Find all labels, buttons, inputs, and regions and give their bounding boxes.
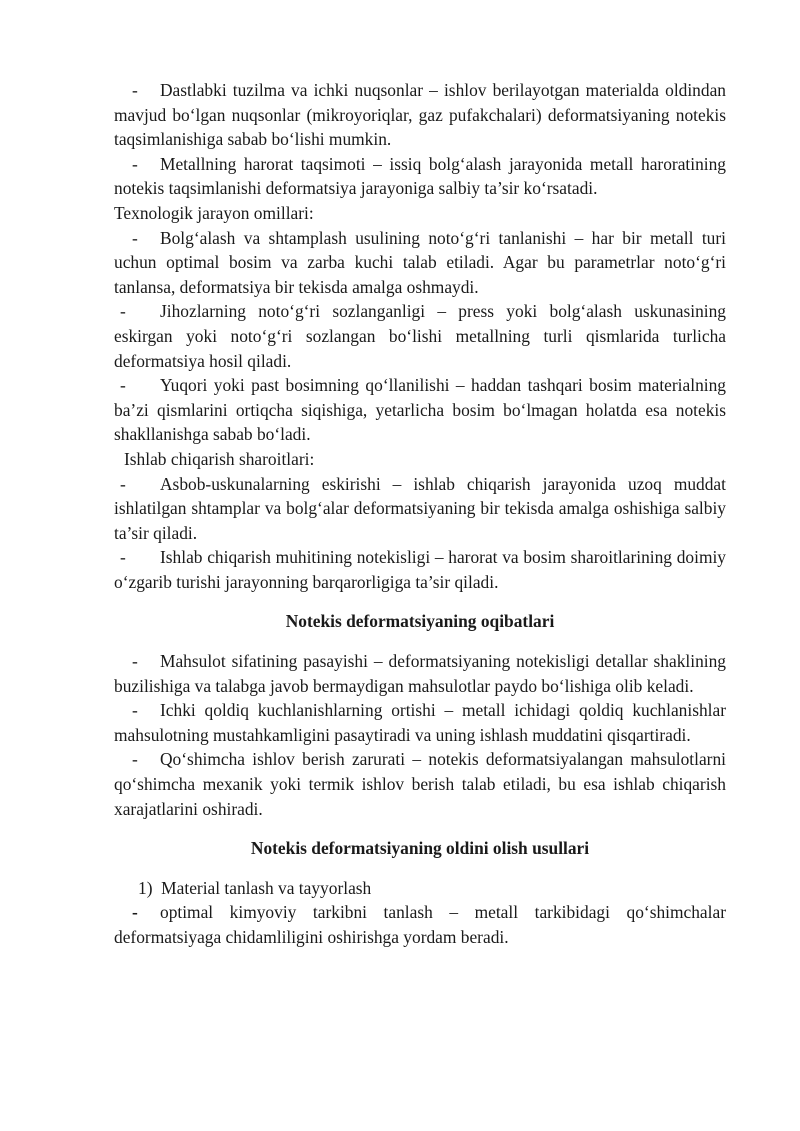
list-item <box>114 747 726 821</box>
list-dash: - <box>132 902 138 923</box>
list-item <box>114 299 726 373</box>
list-item-text: Asbob-uskunalarning eskirishi – ishlab chiqarish jarayonida uzoq muddat ishlatilgan shtamplar va bolg‘alar deformatsiyaning bir tekisda amalga oshishiga salbiy ta’sir qiladi. <box>114 473 726 543</box>
list-item-text: Yuqori yoki past bosimning qo‘llanilishi – haddan tashqari bosim materialning ba’zi qismlarini ortiqcha siqishiga, yetarlicha bosim bo‘lmagan holatda esa notekis shakllanishga sabab bo‘ladi. <box>114 375 726 445</box>
list-item <box>114 373 726 447</box>
list-item <box>114 226 726 300</box>
list-dash: - <box>132 153 138 174</box>
list-item-text: Dastlabki tuzilma va ichki nuqsonlar – ishlov berilayotgan materialda oldindan mavjud bo‘lgan nuqsonlar (mikroyoriqlar, gaz pufakchalari) deformatsiyaning notekis taqsimlanishiga sabab bo‘lishi mumkin. <box>114 80 726 150</box>
list-item-text: Jihozlarning noto‘g‘ri sozlanganligi – press yoki bolg‘alash uskunasining eskirgan yoki noto‘g‘ri sozlangan bo‘lishi metallning turli qismlarida turlicha deformatsiya hosil qiladi. <box>114 301 726 371</box>
list-item <box>114 545 726 594</box>
list-dash: - <box>132 80 138 100</box>
list-item <box>114 900 726 949</box>
list-item-text: Mahsulot sifatining pasayishi – deformatsiyaning notekisligi detallar shaklining buzilishiga va talabga javob bermaydigan mahsulotlar paydo bo‘lishiga olib keladi. <box>114 651 726 696</box>
subsection-title: Ishlab chiqarish sharoitlari: <box>124 448 315 469</box>
list-item-text: optimal kimyoviy tarkibni tanlash – metall tarkibidagi qo‘shimchalar deformatsiyaga chidamliligini oshirishga yordam beradi. <box>114 902 726 947</box>
list-dash: - <box>132 651 138 672</box>
list-item-text: Ichki qoldiq kuchlanishlarning ortishi – metall ichidagi qoldiq kuchlanishlar mahsulotning mustahkamligini pasaytiradi va uning ishlash muddatini qisqartiradi. <box>114 700 726 745</box>
list-item <box>114 649 726 698</box>
list-dash: - <box>132 749 138 770</box>
list-item <box>114 698 726 747</box>
list-item-text: Ishlab chiqarish muhitining notekisligi – harorat va bosim sharoitlarining doimiy o‘zgarib turishi jarayonning barqarorligiga ta’sir qiladi. <box>114 547 726 592</box>
list-dash: - <box>132 700 138 721</box>
section-heading: Notekis deformatsiyaning oldini olish usullari <box>250 838 590 859</box>
list-dash: - <box>120 375 126 396</box>
list-dash: - <box>120 301 126 322</box>
subsection-title: Texnologik jarayon omillari: <box>114 202 314 223</box>
list-item-text: Bolg‘alash va shtamplash usulining noto‘g‘ri tanlanishi – har bir metall turi uchun optimal bosim va zarba kuchi talab etiladi. Agar bu parametrlar noto‘g‘ri tanlansa, deformatsiya bir tekisda amalga oshmaydi. <box>114 227 726 297</box>
list-item-text: Qo‘shimcha ishlov berish zarurati – notekis deformatsiyalangan mahsulotlarni qo‘shimcha mexanik yoki termik ishlov berish talab etiladi, bu esa ishlab chiqarish xarajatlarini oshiradi. <box>114 749 726 819</box>
section-heading: Notekis deformatsiyaning oqibatlari <box>285 611 555 632</box>
list-item <box>114 152 726 201</box>
list-item <box>114 472 726 546</box>
numbered-item: 1) Material tanlash va tayyorlash <box>138 877 372 898</box>
list-dash: - <box>120 473 126 494</box>
list-item <box>114 78 726 152</box>
list-item-text: Metallning harorat taqsimoti – issiq bolg‘alash jarayonida metall haroratining notekis taqsimlanishi deformatsiya jarayoniga salbiy ta’sir ko‘rsatadi. <box>114 153 726 199</box>
list-dash: - <box>120 547 126 568</box>
document-page <box>114 78 726 950</box>
list-dash: - <box>132 227 138 248</box>
